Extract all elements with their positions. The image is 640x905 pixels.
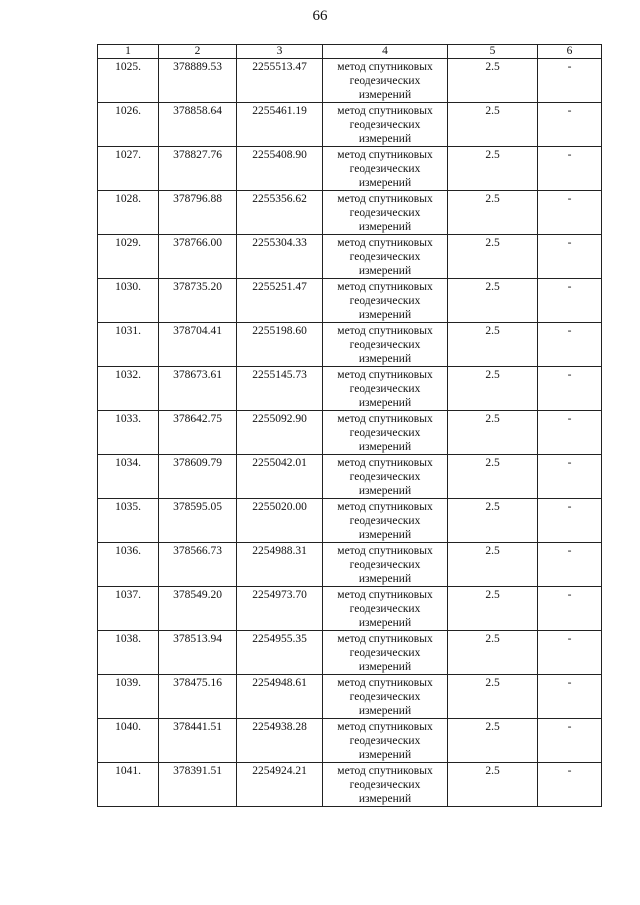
x-coordinate-cell: 378827.76 [159,147,237,191]
x-coordinate-cell: 378673.61 [159,367,237,411]
accuracy-cell: 2.5 [448,147,538,191]
point-number-cell: 1026. [98,103,159,147]
table-row [98,455,602,499]
table-row [98,367,602,411]
point-number-cell: 1031. [98,323,159,367]
point-number-cell: 1034. [98,455,159,499]
y-coordinate-cell: 2254924.21 [237,763,323,807]
point-number-cell: 1038. [98,631,159,675]
x-coordinate-cell: 378391.51 [159,763,237,807]
column-header: 5 [448,45,538,59]
accuracy-cell: 2.5 [448,367,538,411]
column-header: 4 [323,45,448,59]
note-cell: - [538,279,602,323]
table-row [98,279,602,323]
column-header: 6 [538,45,602,59]
accuracy-cell: 2.5 [448,411,538,455]
accuracy-cell: 2.5 [448,323,538,367]
note-cell: - [538,323,602,367]
point-number-cell: 1032. [98,367,159,411]
y-coordinate-cell: 2254948.61 [237,675,323,719]
y-coordinate-cell: 2254955.35 [237,631,323,675]
method-cell: метод спутниковых геодезических измерений [323,763,448,807]
method-cell: метод спутниковых геодезических измерений [323,323,448,367]
method-cell: метод спутниковых геодезических измерений [323,587,448,631]
note-cell: - [538,235,602,279]
accuracy-cell: 2.5 [448,191,538,235]
method-cell: метод спутниковых геодезических измерений [323,631,448,675]
accuracy-cell: 2.5 [448,631,538,675]
table-row [98,235,602,279]
y-coordinate-cell: 2255042.01 [237,455,323,499]
note-cell: - [538,587,602,631]
accuracy-cell: 2.5 [448,675,538,719]
column-header: 3 [237,45,323,59]
point-number-cell: 1029. [98,235,159,279]
table-row [98,763,602,807]
accuracy-cell: 2.5 [448,719,538,763]
note-cell: - [538,631,602,675]
x-coordinate-cell: 378704.41 [159,323,237,367]
y-coordinate-cell: 2255251.47 [237,279,323,323]
y-coordinate-cell: 2255356.62 [237,191,323,235]
table-row [98,411,602,455]
x-coordinate-cell: 378549.20 [159,587,237,631]
note-cell: - [538,455,602,499]
method-cell: метод спутниковых геодезических измерений [323,719,448,763]
table-row [98,631,602,675]
point-number-cell: 1030. [98,279,159,323]
note-cell: - [538,499,602,543]
y-coordinate-cell: 2254988.31 [237,543,323,587]
column-header: 2 [159,45,237,59]
x-coordinate-cell: 378735.20 [159,279,237,323]
y-coordinate-cell: 2255198.60 [237,323,323,367]
coordinates-table [97,44,602,807]
x-coordinate-cell: 378595.05 [159,499,237,543]
x-coordinate-cell: 378441.51 [159,719,237,763]
table-row [98,103,602,147]
point-number-cell: 1035. [98,499,159,543]
y-coordinate-cell: 2254938.28 [237,719,323,763]
accuracy-cell: 2.5 [448,59,538,103]
method-cell: метод спутниковых геодезических измерений [323,411,448,455]
note-cell: - [538,367,602,411]
x-coordinate-cell: 378796.88 [159,191,237,235]
x-coordinate-cell: 378889.53 [159,59,237,103]
method-cell: метод спутниковых геодезических измерений [323,279,448,323]
table-row [98,323,602,367]
accuracy-cell: 2.5 [448,279,538,323]
x-coordinate-cell: 378566.73 [159,543,237,587]
table-header-row [98,45,602,59]
accuracy-cell: 2.5 [448,587,538,631]
y-coordinate-cell: 2255145.73 [237,367,323,411]
point-number-cell: 1039. [98,675,159,719]
point-number-cell: 1040. [98,719,159,763]
method-cell: метод спутниковых геодезических измерений [323,59,448,103]
method-cell: метод спутниковых геодезических измерений [323,147,448,191]
note-cell: - [538,675,602,719]
page-number: 66 [312,8,328,24]
note-cell: - [538,191,602,235]
point-number-cell: 1025. [98,59,159,103]
x-coordinate-cell: 378609.79 [159,455,237,499]
accuracy-cell: 2.5 [448,763,538,807]
point-number-cell: 1036. [98,543,159,587]
table-body [98,59,602,807]
accuracy-cell: 2.5 [448,103,538,147]
accuracy-cell: 2.5 [448,499,538,543]
table-row [98,191,602,235]
method-cell: метод спутниковых геодезических измерений [323,675,448,719]
table-row [98,543,602,587]
note-cell: - [538,59,602,103]
method-cell: метод спутниковых геодезических измерений [323,543,448,587]
y-coordinate-cell: 2255408.90 [237,147,323,191]
y-coordinate-cell: 2255461.19 [237,103,323,147]
x-coordinate-cell: 378642.75 [159,411,237,455]
accuracy-cell: 2.5 [448,235,538,279]
point-number-cell: 1033. [98,411,159,455]
table-row [98,675,602,719]
note-cell: - [538,763,602,807]
point-number-cell: 1041. [98,763,159,807]
point-number-cell: 1028. [98,191,159,235]
method-cell: метод спутниковых геодезических измерений [323,367,448,411]
table-row [98,147,602,191]
method-cell: метод спутниковых геодезических измерений [323,499,448,543]
column-header: 1 [98,45,159,59]
method-cell: метод спутниковых геодезических измерений [323,191,448,235]
note-cell: - [538,103,602,147]
x-coordinate-cell: 378766.00 [159,235,237,279]
table-row [98,499,602,543]
accuracy-cell: 2.5 [448,455,538,499]
method-cell: метод спутниковых геодезических измерений [323,103,448,147]
x-coordinate-cell: 378513.94 [159,631,237,675]
note-cell: - [538,411,602,455]
note-cell: - [538,719,602,763]
table-row [98,587,602,631]
y-coordinate-cell: 2255513.47 [237,59,323,103]
y-coordinate-cell: 2255020.00 [237,499,323,543]
note-cell: - [538,147,602,191]
point-number-cell: 1037. [98,587,159,631]
method-cell: метод спутниковых геодезических измерений [323,235,448,279]
y-coordinate-cell: 2255092.90 [237,411,323,455]
accuracy-cell: 2.5 [448,543,538,587]
x-coordinate-cell: 378858.64 [159,103,237,147]
note-cell: - [538,543,602,587]
y-coordinate-cell: 2254973.70 [237,587,323,631]
method-cell: метод спутниковых геодезических измерений [323,455,448,499]
y-coordinate-cell: 2255304.33 [237,235,323,279]
table-row [98,719,602,763]
table-row [98,59,602,103]
x-coordinate-cell: 378475.16 [159,675,237,719]
point-number-cell: 1027. [98,147,159,191]
